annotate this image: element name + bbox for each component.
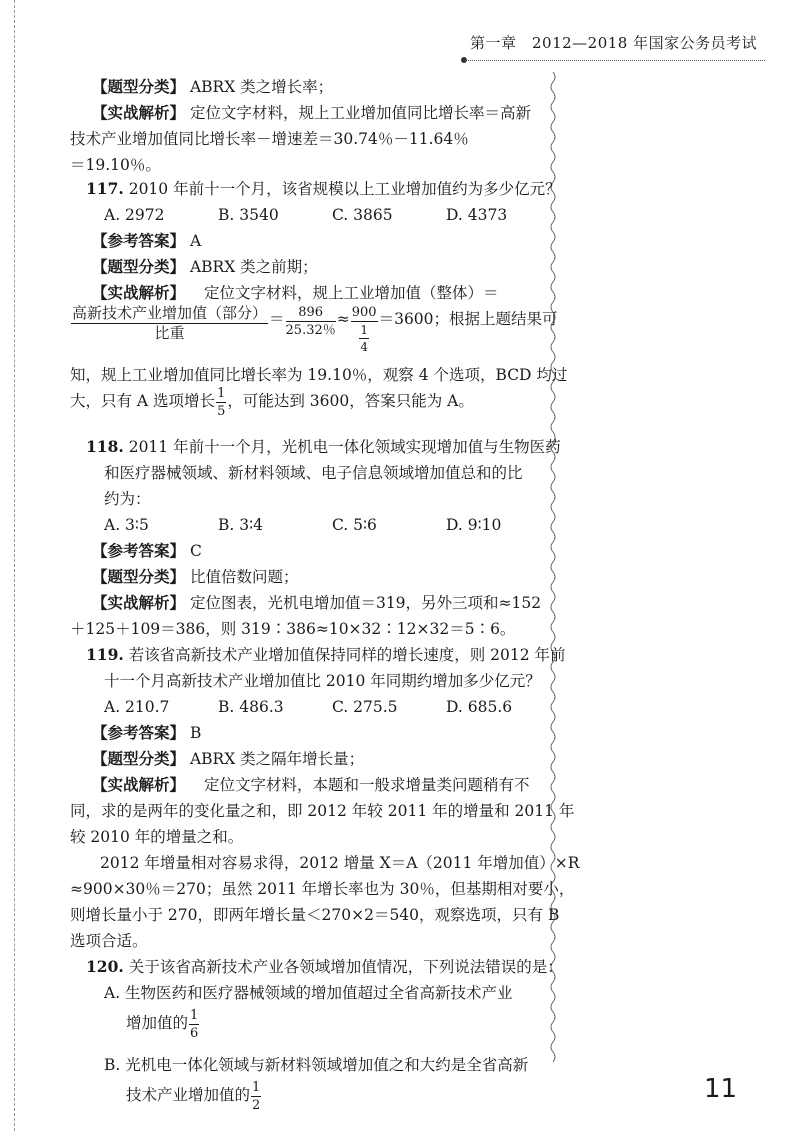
option-b: B. 486.3: [218, 698, 284, 716]
question-118-stem: [86, 434, 561, 460]
option-d: D. 9∶10: [446, 516, 502, 534]
option-b: B. 3∶4: [218, 516, 264, 534]
paragraph-text: 则增长量小于 270，即两年增长量＜270×2＝540，观察选项，只有 B: [70, 906, 560, 924]
analysis-text: 定位图表，光机电增加值＝319，另外三项和≈152: [189, 594, 542, 612]
approx-sign: ≈: [336, 310, 350, 328]
option-a: A. 210.7: [104, 698, 170, 716]
option-b: B. 光机电一体化领域与新材料领域增加值之和大约是全省高新: [104, 1056, 529, 1074]
answer-label: 【参考答案】: [92, 231, 186, 250]
option-text: 增加值的: [126, 1014, 189, 1032]
option-c: C. 5∶6: [332, 516, 377, 534]
question-117-type: [92, 254, 318, 280]
option-text: 技术产业增加值的: [126, 1086, 251, 1104]
analysis-text: ＝19.10％。: [70, 156, 161, 174]
analysis-text: ＝3600；根据上题结果可: [378, 310, 558, 328]
question-text: 2010 年前十一个月，该省规模以上工业增加值约为多少亿元？: [128, 180, 561, 198]
question-117-answer: [92, 228, 201, 254]
option-a: A. 生物医药和医疗器械领域的增加值超过全省高新技术产业: [104, 984, 513, 1002]
fraction-numerator: 1: [252, 1079, 261, 1095]
question-text: 2011 年前十一个月，光机电一体化领域实现增加值与生物医药: [128, 438, 561, 456]
running-header: 第一章 2012—2018 年国家公务员考试: [470, 34, 758, 52]
analysis-text: 技术产业增加值同比增长率－增速差＝30.74％－11.64％: [70, 130, 469, 148]
analysis-text: 定位文字材料，规上工业增加值同比增长率＝高新: [189, 104, 531, 122]
option-c: C. 3865: [332, 206, 393, 224]
fraction: [359, 324, 369, 353]
type-text: 比值倍数问题；: [189, 568, 299, 586]
analysis-text: 大，只有 A 选项增长: [70, 392, 216, 410]
question-117-stem: [86, 176, 561, 202]
analysis-text: 定位文字材料，本题和一般求增量类问题稍有不: [203, 776, 530, 794]
question-number: 119.: [86, 645, 124, 664]
question-117-analysis: [92, 280, 498, 306]
question-text: 十一个月高新技术产业增加值比 2010 年同期约增加多少亿元？: [104, 672, 541, 690]
question-text: 约为：: [104, 490, 151, 508]
binding-dashed-line: [14, 0, 15, 1131]
compound-fraction: [351, 306, 378, 353]
question-text: 若该省高新技术产业增加值保持同样的增长速度，则 2012 年前: [128, 646, 566, 664]
question-119-answer: [92, 720, 201, 746]
analysis-label: 【实战解析】: [92, 103, 186, 122]
fraction-denominator: 25.32％: [285, 323, 336, 338]
question-number: 117.: [86, 179, 124, 198]
paragraph-text: ≈900×30％＝270；虽然 2011 年增长率也为 30％，但基期相对要小，: [70, 880, 575, 898]
option-d: D. 685.6: [446, 698, 513, 716]
intro-type-line: [92, 74, 333, 100]
header-rule: [465, 60, 765, 61]
fraction-denominator: 2: [252, 1097, 261, 1113]
question-118-analysis: [92, 590, 541, 616]
option-a: A. 3∶5: [104, 516, 149, 534]
analysis-text: ＋125＋109＝386，则 319∶386≈10×32∶12×32＝5∶6。: [70, 620, 516, 638]
question-text: 关于该省高新技术产业各领域增加值情况，下列说法错误的是：: [128, 958, 563, 976]
fraction-numerator: 1: [190, 1007, 199, 1023]
option-d: D. 4373: [446, 206, 508, 224]
option-c: C. 275.5: [332, 698, 398, 716]
fraction-denominator: 比重: [154, 324, 185, 342]
fraction-numerator: 1: [217, 385, 226, 401]
option-a: A. 2972: [104, 206, 165, 224]
question-117-formula: $\frac{\text{高新技术产业增加值（部分）}}{\text{比重}}$ ＝ $\frac{896}{25.32\%}$ ≈ $\frac{900}{\frac{1}{4}}$ ＝3600；根据上题结果可: [72, 304, 558, 354]
analysis-text: 较 2010 年的增量之和。: [70, 828, 244, 846]
answer-value: C: [189, 542, 202, 560]
intro-analysis-line: [92, 100, 531, 126]
option-b: B. 3540: [218, 206, 279, 224]
question-number: 118.: [86, 437, 124, 456]
question-119-type: [92, 746, 364, 772]
fraction-numerator: 高新技术产业增加值（部分）: [72, 304, 268, 322]
analysis-text-with-fraction: [70, 384, 474, 418]
fraction-denominator: 6: [190, 1025, 199, 1041]
fraction-denominator: 4: [360, 340, 368, 354]
paragraph-text: 选项合适。: [70, 932, 148, 950]
type-label: 【题型分类】: [92, 567, 186, 586]
question-119-stem: [86, 642, 566, 668]
analysis-text: 同，求的是两年的变化量之和，即 2012 年较 2011 年的增量和 2011 年: [70, 802, 575, 820]
fraction-numerator: 1: [360, 323, 368, 337]
fraction-numerator: 896: [286, 306, 336, 322]
analysis-label: 【实战解析】: [92, 593, 186, 612]
fraction-numerator: 900: [351, 305, 377, 320]
fraction: [216, 387, 226, 418]
question-119-analysis: [92, 772, 529, 798]
question-number: 120.: [86, 957, 124, 976]
fraction: [189, 1009, 199, 1040]
analysis-label: 【实战解析】: [92, 775, 186, 794]
analysis-label: 【实战解析】: [92, 283, 186, 302]
analysis-text: 知，规上工业增加值同比增长率为 19.10％，观察 4 个选项，BCD 均过: [70, 366, 568, 384]
option-b-continuation: [126, 1076, 262, 1114]
answer-label: 【参考答案】: [92, 541, 186, 560]
fraction: [71, 306, 268, 341]
question-text: 和医疗器械领域、新材料领域、电子信息领域增加值总和的比: [104, 464, 523, 482]
analysis-text: 定位文字材料，规上工业增加值（整体）＝: [203, 284, 499, 302]
fraction: [286, 306, 336, 337]
type-label: 【题型分类】: [92, 749, 186, 768]
option-a-continuation: [126, 1004, 200, 1042]
paragraph-text: 2012 年增量相对容易求得，2012 增量 X＝A（2011 年增加值）×R: [100, 854, 580, 872]
type-text: ABRX 类之前期；: [189, 258, 318, 276]
question-120-stem: [86, 954, 563, 980]
type-label: 【题型分类】: [92, 257, 186, 276]
type-label: 【题型分类】: [92, 77, 186, 96]
page-number: 11: [704, 1074, 738, 1104]
type-text: ABRX 类之增长率；: [189, 78, 334, 96]
type-text: ABRX 类之隔年增长量；: [189, 750, 365, 768]
analysis-text: ，可能达到 3600，答案只能为 A。: [227, 392, 474, 410]
question-118-type: [92, 564, 298, 590]
fraction-denominator: 5: [217, 403, 226, 419]
answer-value: A: [189, 232, 202, 250]
question-118-answer: [92, 538, 202, 564]
answer-label: 【参考答案】: [92, 723, 186, 742]
answer-value: B: [189, 724, 202, 742]
fraction: [251, 1081, 261, 1112]
